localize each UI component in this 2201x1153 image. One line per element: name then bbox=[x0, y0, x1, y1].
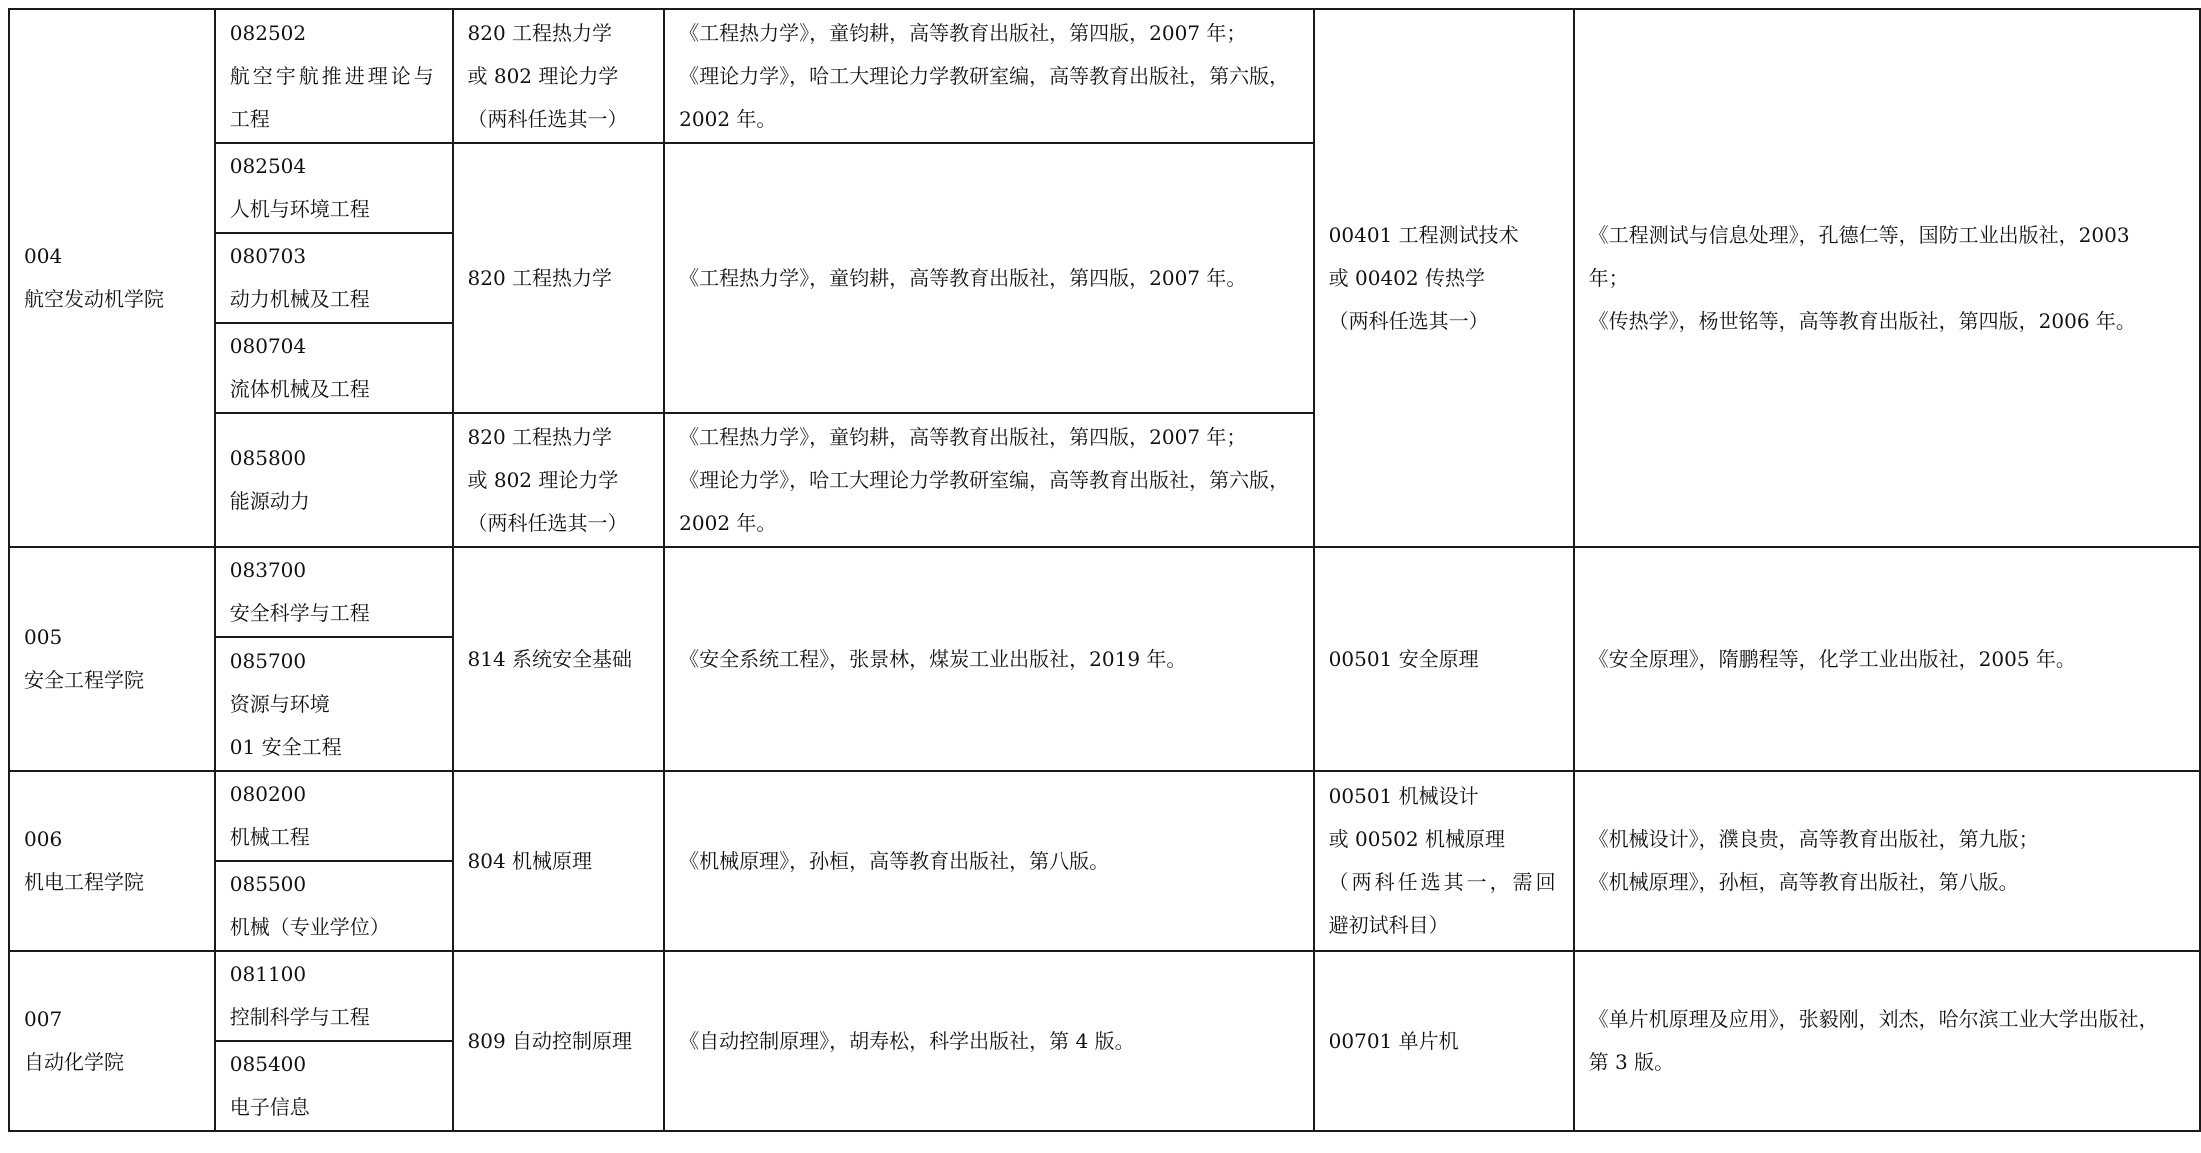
major-cell: 082504 人机与环境工程 bbox=[215, 143, 453, 233]
exam-subject-cell: 820 工程热力学 或 802 理论力学 （两科任选其一） bbox=[453, 9, 665, 143]
retest-book-cell: 《单片机原理及应用》，张毅刚，刘杰，哈尔滨工业大学出版社， 第 3 版。 bbox=[1574, 951, 2200, 1131]
table-row bbox=[9, 9, 2200, 143]
retest-subject-cell: 00401 工程测试技术 或 00402 传热学 （两科任选其一） bbox=[1314, 9, 1574, 547]
exam-subject-cell: 804 机械原理 bbox=[453, 771, 665, 951]
reference-book-cell: 《自动控制原理》，胡寿松，科学出版社，第 4 版。 bbox=[664, 951, 1313, 1131]
retest-book-cell: 《机械设计》，濮良贵，高等教育出版社，第九版； 《机械原理》，孙桓，高等教育出版社，第八版。 bbox=[1574, 771, 2200, 951]
retest-subject-cell: 00501 安全原理 bbox=[1314, 547, 1574, 771]
reference-book-cell: 《工程热力学》，童钧耕，高等教育出版社，第四版，2007 年； 《理论力学》，哈工大理论力学教研室编，高等教育出版社，第六版， 2002 年。 bbox=[664, 413, 1313, 547]
major-cell: 080703 动力机械及工程 bbox=[215, 233, 453, 323]
reference-book-cell: 《机械原理》，孙桓，高等教育出版社，第八版。 bbox=[664, 771, 1313, 951]
major-cell: 085700 资源与环境 01 安全工程 bbox=[215, 637, 453, 771]
retest-subject-cell: 00701 单片机 bbox=[1314, 951, 1574, 1131]
major-cell: 081100 控制科学与工程 bbox=[215, 951, 453, 1041]
exam-subject-cell: 820 工程热力学 或 802 理论力学 （两科任选其一） bbox=[453, 413, 665, 547]
major-cell: 083700 安全科学与工程 bbox=[215, 547, 453, 637]
major-cell: 080704 流体机械及工程 bbox=[215, 323, 453, 413]
exam-subject-cell: 809 自动控制原理 bbox=[453, 951, 665, 1131]
exam-requirements-table bbox=[8, 8, 2201, 1132]
college-cell-007: 007 自动化学院 bbox=[9, 951, 215, 1131]
table-row bbox=[9, 771, 2200, 861]
major-cell: 082502 航空宇航推进理论与 工程 bbox=[215, 9, 453, 143]
retest-subject-cell: 00501 机械设计 或 00502 机械原理 （两科任选其一，需回 避初试科目） bbox=[1314, 771, 1574, 951]
major-cell: 085800 能源动力 bbox=[215, 413, 453, 547]
major-cell: 085500 机械（专业学位） bbox=[215, 861, 453, 951]
reference-book-cell: 《安全系统工程》，张景林，煤炭工业出版社，2019 年。 bbox=[664, 547, 1313, 771]
major-cell: 080200 机械工程 bbox=[215, 771, 453, 861]
retest-book-cell: 《安全原理》，隋鹏程等，化学工业出版社，2005 年。 bbox=[1574, 547, 2200, 771]
reference-book-cell: 《工程热力学》，童钧耕，高等教育出版社，第四版，2007 年； 《理论力学》，哈工大理论力学教研室编，高等教育出版社，第六版， 2002 年。 bbox=[664, 9, 1313, 143]
college-cell-005: 005 安全工程学院 bbox=[9, 547, 215, 771]
college-cell-004: 004 航空发动机学院 bbox=[9, 9, 215, 547]
reference-book-cell: 《工程热力学》，童钧耕，高等教育出版社，第四版，2007 年。 bbox=[664, 143, 1313, 413]
exam-subject-cell: 814 系统安全基础 bbox=[453, 547, 665, 771]
retest-book-cell: 《工程测试与信息处理》，孔德仁等，国防工业出版社，2003 年； 《传热学》，杨世铭等，高等教育出版社，第四版，2006 年。 bbox=[1574, 9, 2200, 547]
table-row bbox=[9, 547, 2200, 637]
exam-subject-cell: 820 工程热力学 bbox=[453, 143, 665, 413]
table-row bbox=[9, 951, 2200, 1041]
college-cell-006: 006 机电工程学院 bbox=[9, 771, 215, 951]
major-cell: 085400 电子信息 bbox=[215, 1041, 453, 1131]
